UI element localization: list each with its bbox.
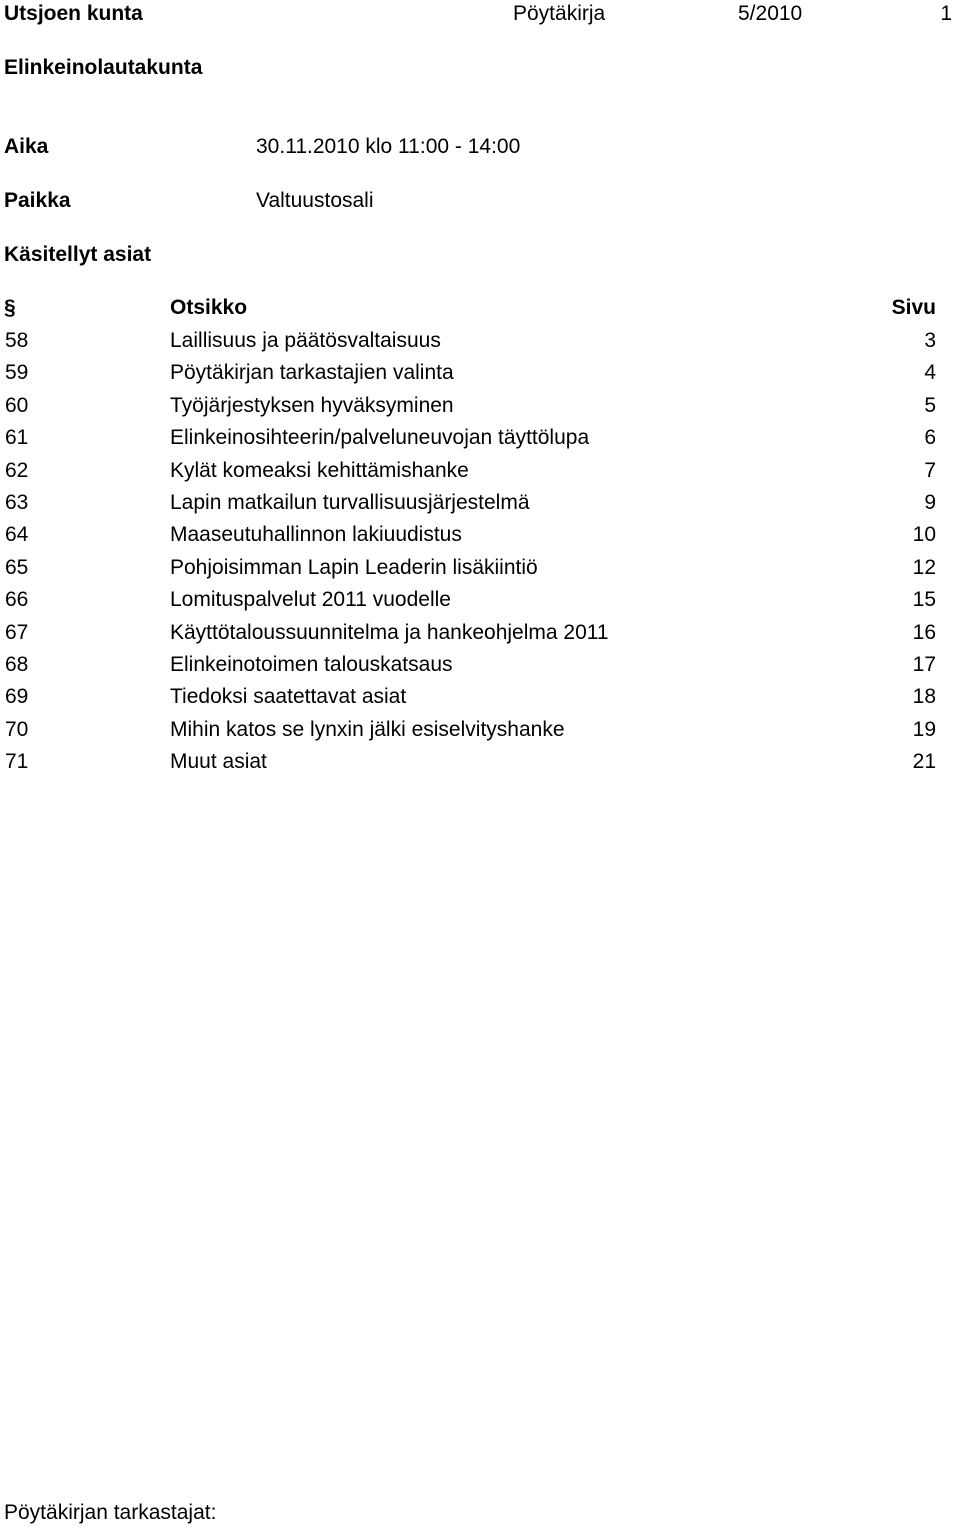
table-row (0, 362, 960, 394)
item-title: Maaseutuhallinnon lakiuudistus (170, 523, 462, 547)
title-column-header: Otsikko (170, 296, 248, 319)
item-page: 6 (924, 426, 936, 450)
item-page: 4 (924, 361, 936, 385)
table-row (0, 751, 960, 783)
item-page: 7 (924, 458, 936, 482)
table-row (0, 427, 960, 459)
item-page: 9 (924, 490, 936, 514)
agenda-table-header (0, 297, 960, 321)
board-name: Elinkeinolautakunta (4, 56, 203, 79)
place-label: Paikka (4, 189, 71, 212)
time-value: 30.11.2010 klo 11:00 - 14:00 (256, 135, 521, 158)
item-page: 5 (924, 393, 936, 417)
item-title: Pöytäkirjan tarkastajien valinta (170, 361, 454, 385)
item-title: Työjärjestyksen hyväksyminen (170, 393, 454, 417)
table-row (0, 622, 960, 654)
page-column-header: Sivu (891, 296, 936, 319)
handled-items-label: Käsitellyt asiat (4, 243, 152, 266)
item-page: 15 (912, 588, 936, 612)
minutes-inspectors-label: Pöytäkirjan tarkastajat: (4, 1501, 217, 1524)
item-title: Elinkeinotoimen talouskatsaus (170, 652, 453, 676)
section-number: 62 (5, 458, 29, 482)
item-title: Kylät komeaksi kehittämishanke (170, 458, 469, 482)
document-number: 5/2010 (738, 2, 803, 25)
item-page: 3 (924, 329, 936, 352)
organization-name: Utsjoen kunta (4, 2, 143, 25)
table-row (0, 589, 960, 621)
table-row (0, 492, 960, 524)
section-number: 63 (5, 490, 29, 514)
table-row (0, 395, 960, 427)
table-row (0, 524, 960, 556)
section-number: 59 (5, 361, 29, 385)
item-title: Elinkeinosihteerin/palveluneuvojan täyttölupa (170, 426, 590, 450)
item-page: 10 (912, 523, 936, 547)
section-number: 71 (5, 750, 29, 774)
item-title: Lapin matkailun turvallisuusjärjestelmä (170, 490, 530, 514)
section-number: 61 (5, 426, 29, 450)
item-title: Lomituspalvelut 2011 vuodelle (170, 588, 451, 612)
section-number: 64 (5, 523, 29, 547)
section-number: 67 (5, 620, 29, 644)
section-number: 58 (5, 329, 29, 352)
item-title: Pohjoisimman Lapin Leaderin lisäkiintiö (170, 555, 538, 579)
item-title: Tiedoksi saatettavat asiat (170, 685, 407, 709)
table-row (0, 330, 960, 362)
agenda-table (0, 330, 960, 783)
table-row (0, 557, 960, 589)
item-title: Laillisuus ja päätösvaltaisuus (170, 329, 441, 352)
section-number: 66 (5, 588, 29, 612)
section-number: 60 (5, 393, 29, 417)
section-number: 69 (5, 685, 29, 709)
section-number: 70 (5, 717, 29, 741)
item-title: Käyttötaloussuunnitelma ja hankeohjelma 2011 (170, 620, 609, 644)
place-value: Valtuustosali (256, 189, 374, 212)
page-number: 1 (940, 2, 952, 25)
item-page: 19 (912, 717, 936, 741)
item-page: 17 (912, 652, 936, 676)
section-number: 68 (5, 652, 29, 676)
table-row (0, 686, 960, 718)
section-column-header: § (4, 296, 16, 319)
item-title: Muut asiat (170, 750, 267, 774)
item-page: 16 (912, 620, 936, 644)
table-row (0, 654, 960, 686)
time-label: Aika (4, 135, 49, 158)
item-page: 18 (912, 685, 936, 709)
item-page: 21 (912, 750, 936, 774)
document-type: Pöytäkirja (513, 2, 606, 25)
table-row (0, 719, 960, 751)
section-number: 65 (5, 555, 29, 579)
item-title: Mihin katos se lynxin jälki esiselvityshanke (170, 717, 565, 741)
table-row (0, 460, 960, 492)
item-page: 12 (912, 555, 936, 579)
